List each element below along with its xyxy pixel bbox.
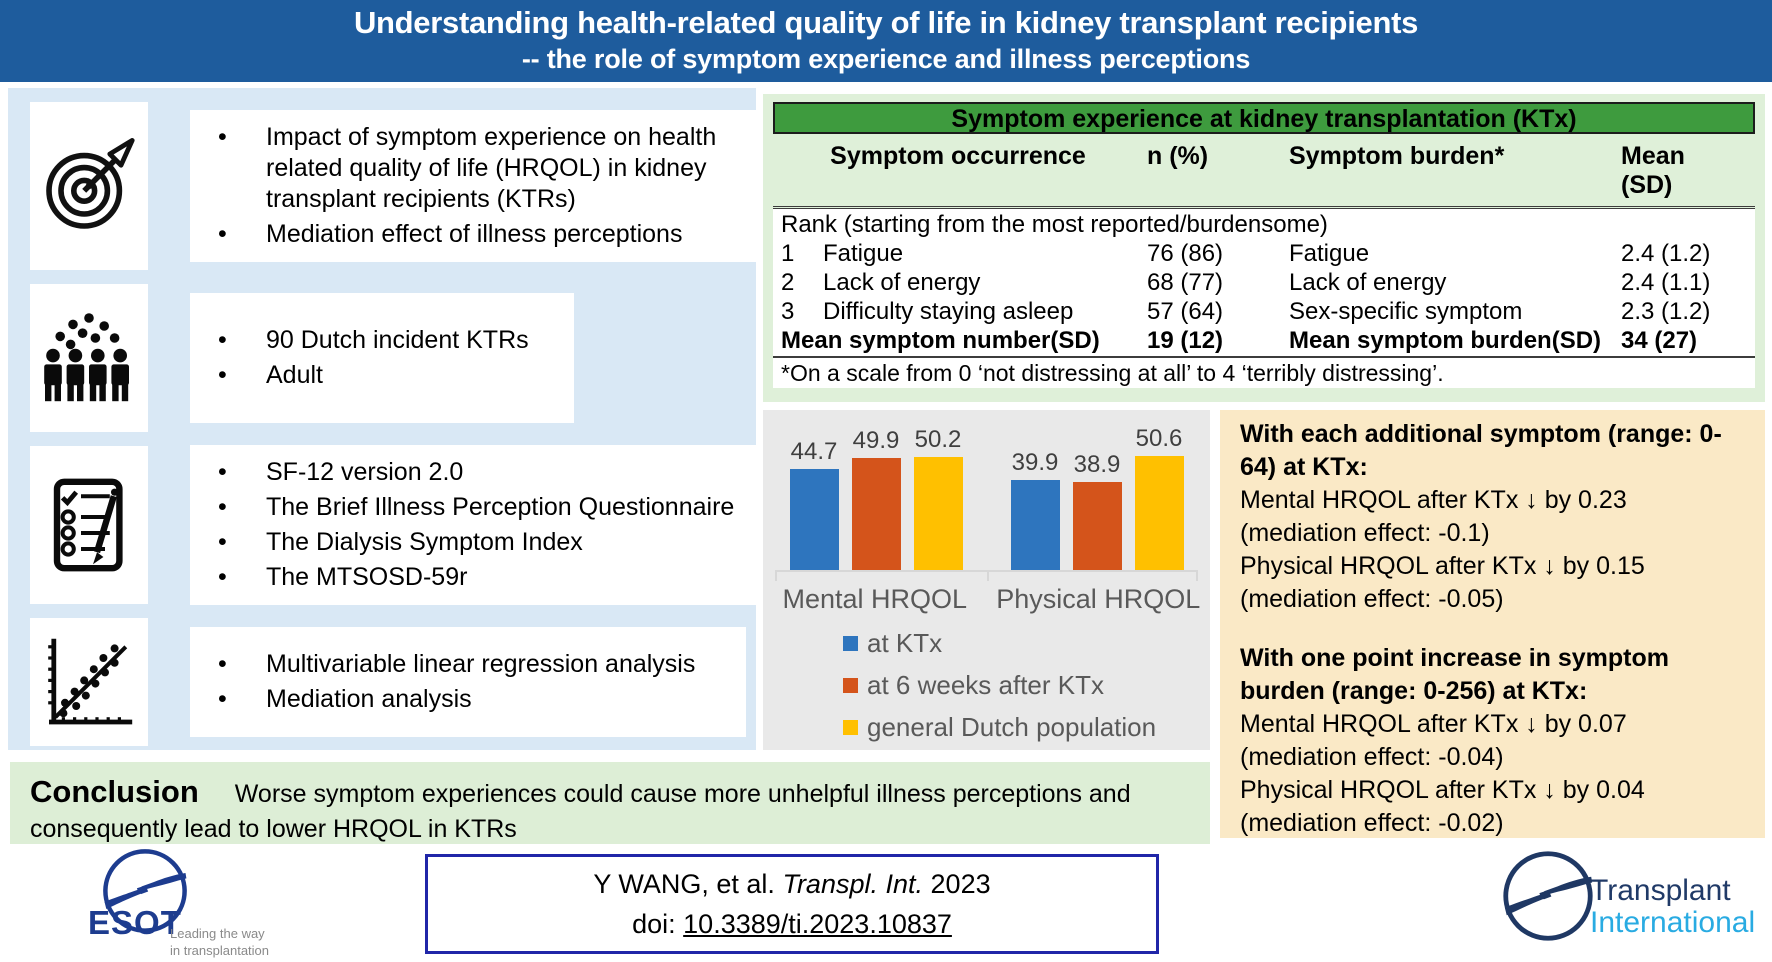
legend-label: at 6 weeks after KTx xyxy=(867,670,1104,700)
symptom-table-header xyxy=(773,134,1755,209)
study-text-card xyxy=(190,445,756,605)
bullet-item: • Mediation effect of illness perceptions xyxy=(208,219,738,250)
study-text-card xyxy=(190,110,756,262)
chart-baseline xyxy=(775,570,1198,581)
esot-tagline-line2: in transplantation xyxy=(170,942,270,958)
regression-findings-box xyxy=(1220,410,1765,838)
doi-link[interactable]: 10.3389/ti.2023.10837 xyxy=(683,908,952,939)
page-title: Understanding health-related quality of life in kidney transplant recipients xyxy=(353,5,1419,40)
table-cell: 68 (77) xyxy=(1147,269,1224,296)
category-label-physical: Physical HRQOL xyxy=(996,584,1201,614)
legend-item xyxy=(843,628,1156,659)
bullet-item: • The Dialysis Symptom Index xyxy=(208,527,738,558)
table-cell: Difficulty staying asleep xyxy=(823,298,1074,325)
findings-line: Physical HRQOL after KTx ↓ by 0.04 xyxy=(1240,776,1645,804)
bar-column xyxy=(914,426,963,570)
bar xyxy=(852,458,901,570)
ti-name-line2: International xyxy=(1590,906,1756,939)
hands-circle-icon xyxy=(1500,848,1596,944)
page-subtitle: -- the role of symptom experience and illness perceptions xyxy=(521,44,1251,74)
table-row xyxy=(773,297,1755,326)
conclusion-text: Worse symptom experiences could cause more unhelpful illness perceptions and consequently lead to lower HRQOL in KTRs xyxy=(30,780,1131,843)
conclusion-label: Conclusion xyxy=(30,774,199,809)
symptom-table-body xyxy=(773,209,1755,358)
table-cell: 2 xyxy=(781,269,795,296)
doi-line xyxy=(632,909,952,940)
legend-swatch-icon xyxy=(843,636,858,651)
findings-line: Mental HRQOL after KTx ↓ by 0.07 xyxy=(1240,710,1627,738)
citation-year: 2023 xyxy=(930,868,991,899)
table-cell: 2.3 (1.2) xyxy=(1621,298,1711,325)
findings-section xyxy=(1240,418,1745,616)
bar-group xyxy=(790,426,963,570)
symptom-table-panel xyxy=(763,94,1765,402)
table-cell: Mean symptom burden(SD) xyxy=(1289,327,1602,354)
table-summary-row xyxy=(773,326,1755,355)
bullet-item: • Mediation analysis xyxy=(208,684,728,715)
bar-column xyxy=(790,438,839,570)
findings-heading: With each additional symptom (range: 0-64) at KTx: xyxy=(1240,420,1722,481)
findings-line: Mental HRQOL after KTx ↓ by 0.23 xyxy=(1240,486,1627,514)
study-row xyxy=(30,102,756,270)
col-header-burden: Symptom burden* xyxy=(1289,142,1505,170)
conclusion-banner xyxy=(10,762,1210,844)
findings-line: (mediation effect: -0.05) xyxy=(1240,585,1504,613)
col-header-mean: Mean (SD) xyxy=(1621,142,1685,199)
bar-value-label: 39.9 xyxy=(1011,449,1059,476)
chart-legend xyxy=(843,628,1156,743)
category-label-mental: Mental HRQOL xyxy=(782,584,968,614)
bar-value-label: 50.2 xyxy=(914,426,962,453)
questionnaire-icon xyxy=(30,446,148,604)
target-icon xyxy=(30,102,148,270)
bullet-item: • The MTSOSD-59r xyxy=(208,562,738,593)
table-cell: Lack of energy xyxy=(823,269,981,296)
population-icon xyxy=(30,284,148,432)
table-cell: Sex-specific symptom xyxy=(1289,298,1523,325)
legend-swatch-icon xyxy=(843,678,858,693)
axis-tick xyxy=(1196,572,1198,581)
axis-tick xyxy=(987,572,989,581)
table-cell: Fatigue xyxy=(1289,240,1370,267)
bullet-item: • SF-12 version 2.0 xyxy=(208,457,738,488)
bar-column xyxy=(1011,449,1060,570)
bullet-item: • 90 Dutch incident KTRs xyxy=(208,325,556,356)
table-cell: Lack of energy xyxy=(1289,269,1447,296)
esot-tagline-line1: Leading the way xyxy=(170,926,265,941)
table-row xyxy=(773,268,1755,297)
bar-column xyxy=(1135,425,1184,570)
bar xyxy=(1073,482,1122,570)
citation-line xyxy=(593,869,990,900)
bullet-item: • Multivariable linear regression analysis xyxy=(208,649,728,680)
esot-name: ESOT xyxy=(88,904,182,941)
table-cell: 34 (27) xyxy=(1621,327,1698,354)
hrqol-bar-chart xyxy=(763,410,1210,750)
bar-column xyxy=(1073,451,1122,570)
legend-item xyxy=(843,712,1156,743)
bar xyxy=(1011,480,1060,570)
title-banner xyxy=(0,0,1772,82)
table-cell: Fatigue xyxy=(823,240,904,267)
rank-note: Rank (starting from the most reported/burdensome) xyxy=(781,211,1328,238)
axis-tick xyxy=(775,572,777,581)
bar-value-label: 49.9 xyxy=(852,427,900,454)
findings-section xyxy=(1240,642,1745,838)
col-header-n: n (%) xyxy=(1147,142,1209,170)
doi-label: doi: xyxy=(632,908,676,939)
chart-plot-area xyxy=(763,410,1210,570)
legend-swatch-icon xyxy=(843,720,858,735)
bar xyxy=(914,457,963,570)
bar xyxy=(790,469,839,570)
table-cell: 2.4 (1.2) xyxy=(1621,240,1711,267)
legend-item xyxy=(843,670,1156,701)
table-cell: 76 (86) xyxy=(1147,240,1224,267)
study-text-card xyxy=(190,627,746,737)
analysis-icon xyxy=(30,618,148,746)
bar-value-label: 38.9 xyxy=(1073,451,1121,478)
legend-label: general Dutch population xyxy=(867,712,1157,742)
study-row xyxy=(30,618,756,746)
esot-logo xyxy=(58,846,308,958)
study-overview-panel xyxy=(8,88,756,750)
table-cell: 2.4 (1.1) xyxy=(1621,269,1711,296)
symptom-table-title: Symptom experience at kidney transplantation (KTx) xyxy=(773,102,1755,134)
chart-category-labels xyxy=(763,584,1210,615)
legend-label: at KTx xyxy=(867,628,943,658)
table-cell: 3 xyxy=(781,298,795,325)
table-row xyxy=(773,239,1755,268)
citation-journal: Transpl. Int. xyxy=(782,868,924,899)
bar-column xyxy=(852,427,901,570)
study-text-card xyxy=(190,293,574,423)
bullet-item: • Impact of symptom experience on health related quality of life (HRQOL) in kidney transplant recipients (KTRs) xyxy=(208,122,738,215)
study-row xyxy=(30,446,756,604)
esot-tagline xyxy=(170,926,269,960)
study-row xyxy=(30,284,756,432)
transplant-international-logo xyxy=(1492,848,1772,958)
table-footnote: *On a scale from 0 ‘not distressing at all’ to 4 ‘terribly distressing’. xyxy=(773,358,1755,388)
findings-line: (mediation effect: -0.02) xyxy=(1240,809,1504,837)
findings-line: (mediation effect: -0.04) xyxy=(1240,743,1504,771)
findings-line: Physical HRQOL after KTx ↓ by 0.15 xyxy=(1240,552,1645,580)
table-cell: 19 (12) xyxy=(1147,327,1224,354)
bullet-item: • The Brief Illness Perception Questionnaire xyxy=(208,492,738,523)
findings-line: (mediation effect: -0.1) xyxy=(1240,519,1490,547)
citation-authors: Y WANG, et al. xyxy=(593,868,775,899)
table-cell: 57 (64) xyxy=(1147,298,1224,325)
bar xyxy=(1135,456,1184,570)
col-header-occurrence: Symptom occurrence xyxy=(830,142,1086,170)
findings-heading: With one point increase in symptom burden (range: 0-256) at KTx: xyxy=(1240,644,1669,705)
bar-value-label: 44.7 xyxy=(790,438,838,465)
bar-value-label: 50.6 xyxy=(1135,425,1183,452)
table-cell: Mean symptom number(SD) xyxy=(781,327,1100,354)
bar-group xyxy=(1011,425,1184,570)
bullet-item: • Adult xyxy=(208,360,556,391)
ti-name-line1: Transplant xyxy=(1590,874,1731,907)
citation-box xyxy=(425,854,1159,954)
table-cell: 1 xyxy=(781,240,795,267)
